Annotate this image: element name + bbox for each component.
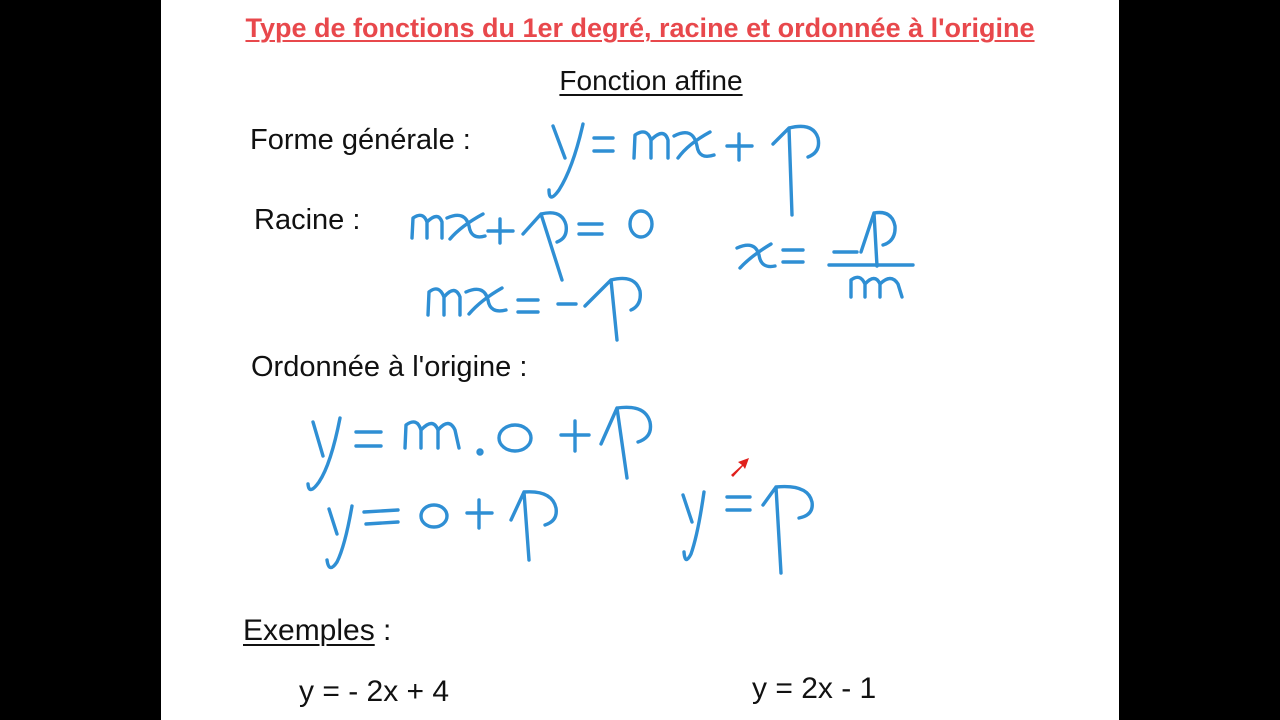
examples-colon: :: [374, 614, 392, 647]
hw-x: [674, 132, 714, 158]
hw-equals: [594, 138, 613, 151]
handwritten-intercept-step2: [327, 492, 556, 568]
handwritten-intercept-result: [683, 487, 812, 573]
label-root: Racine :: [254, 204, 361, 236]
handwritten-root-result: [737, 213, 913, 297]
hw-plus: [727, 134, 752, 160]
handwritten-root-step2: [428, 278, 640, 340]
example-2: y = 2x - 1: [752, 672, 877, 705]
label-y-intercept: Ordonnée à l'origine :: [251, 351, 528, 383]
handwritten-intercept-step1: [308, 407, 651, 489]
hw-m: [634, 132, 668, 158]
slide-title: Type de fonctions du 1er degré, racine et ordonnée à l'origine: [245, 13, 1035, 43]
examples-label: Exemples: [243, 614, 375, 647]
slide: [161, 0, 1119, 720]
label-general-form: Forme générale :: [250, 124, 471, 156]
hw-y: [549, 124, 583, 197]
hw-p: [773, 126, 819, 215]
examples-heading: [243, 614, 391, 648]
example-1: y = - 2x + 4: [299, 675, 450, 708]
handwritten-root-step1: [412, 211, 652, 280]
section-heading: Fonction affine: [559, 65, 743, 96]
handwritten-general-form: [549, 124, 819, 215]
laser-pointer-arrow-icon: [728, 455, 752, 479]
